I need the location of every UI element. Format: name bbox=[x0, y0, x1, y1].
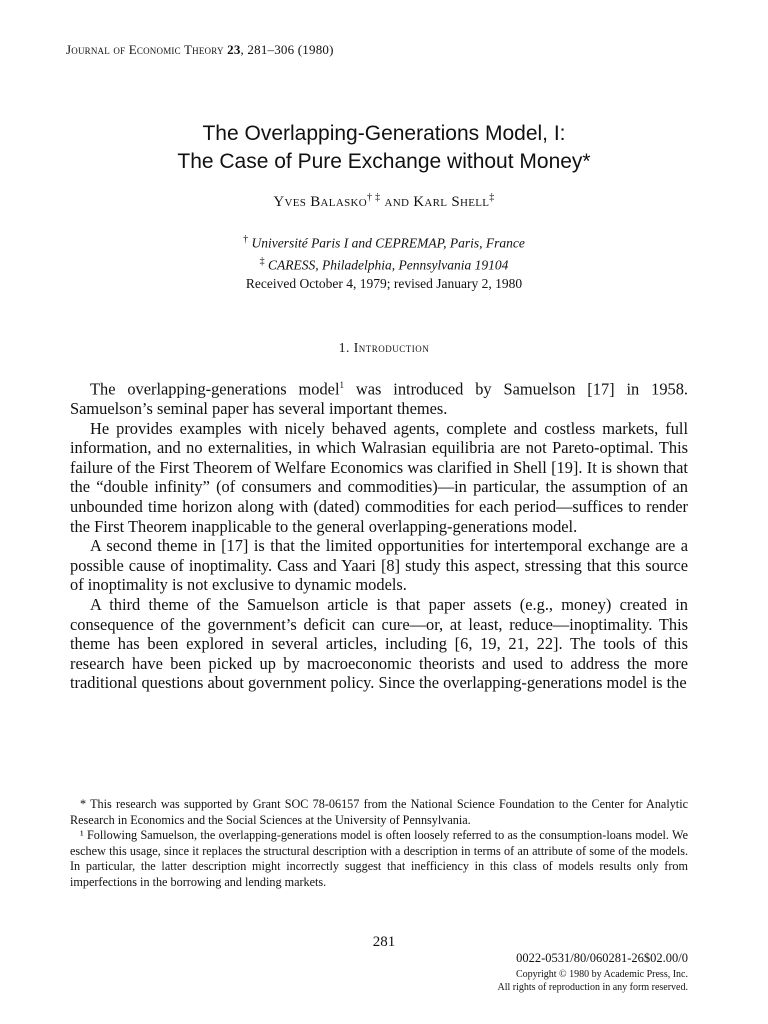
footnotes bbox=[70, 797, 688, 891]
affiliation-1: † Université Paris I and CEPREMAP, Paris, France bbox=[243, 234, 525, 251]
journal-volume: 23 bbox=[227, 42, 241, 57]
footnote-star: * This research was supported by Grant SOC 78-06157 from the National Science Foundation to the Center for Analytic Research in Economics and the Social Sciences at the University of Pennsylvania. bbox=[70, 797, 688, 827]
journal-header bbox=[66, 42, 334, 58]
body-text bbox=[70, 376, 688, 693]
paragraph-1: The overlapping-generations model$^1$ was introduced by Samuelson [17] in 1958. Samuelson’s seminal paper has several important themes. bbox=[70, 379, 688, 419]
authors bbox=[0, 192, 768, 211]
title-line-2: The Case of Pure Exchange without Money* bbox=[177, 150, 591, 173]
author-2: Karl Shell bbox=[413, 194, 490, 210]
author-2-marks: ‡ bbox=[489, 192, 495, 203]
author-1: Yves Balasko bbox=[273, 194, 367, 210]
author-conjunction: and bbox=[384, 194, 410, 210]
footnote-1: ¹ Following Samuelson, the overlapping-generations model is often loosely referred to as the consumption-loans model. We eschew this usage, since it replaces the structural description with a description in terms of an attribute of some of the models. In particular, the latter description might incorrectly suggest that inefficiency in this class of models results only from imperfections in the borrowing and lending markets. bbox=[70, 828, 688, 889]
paragraph-3: A second theme in [17] is that the limited opportunities for intertemporal exchange are a possible cause of inoptimality. Cass and Yaari [8] study this aspect, stressing that this source of inoptimality is not exclusive to dynamic models. bbox=[70, 536, 688, 595]
copyright-line: Copyright © 1980 by Academic Press, Inc. bbox=[515, 969, 688, 980]
affiliation-2: ‡ CARESS, Philadelphia, Pennsylvania 19104 bbox=[259, 255, 509, 272]
journal-pages-year: , 281–306 (1980) bbox=[240, 42, 334, 57]
received-dates: Received October 4, 1979; revised January 2, 1980 bbox=[245, 276, 523, 291]
publication-code: 0022-0531/80/060281-26$02.00/0 bbox=[516, 951, 688, 965]
title-line-1: The Overlapping-Generations Model, I: bbox=[202, 122, 566, 145]
article-title bbox=[0, 120, 768, 176]
author-1-marks: † ‡ bbox=[366, 192, 381, 203]
affiliation-2-mark: ‡ bbox=[259, 255, 265, 267]
affiliation-1-mark: † bbox=[243, 234, 249, 245]
affiliations bbox=[0, 231, 768, 274]
section-heading: 1. Introduction bbox=[338, 340, 430, 355]
paragraph-4: A third theme of the Samuelson article is that paper assets (e.g., money) created in consequence of the government’s deficit can cure—or, at least, reduce—inoptimality. This theme has been explored in several articles, including [6, 19, 21, 22]. The tools of this research have been picked up by macroeconomic theorists and used to address the more traditional questions about government policy. Since the overlapping-generations model is the bbox=[70, 595, 688, 693]
copyright-notice bbox=[497, 968, 688, 994]
journal-name: Journal of Economic Theory bbox=[66, 42, 224, 57]
paragraph-2: He provides examples with nicely behaved agents, complete and costless markets, full information, and no externalities, in which Walrasian equilibria are not Pareto-optimal. This failure of the First Theorem of Welfare Economics was clarified in Shell [19]. It is shown that the “double infinity” (of consumers and commodities)—in particular, the assumption of an unbounded time horizon along with (dated) commodities for each period—suffices to render the First Theorem inapplicable to the general overlapping-generations model. bbox=[70, 418, 688, 536]
footnote-ref-1: 1 bbox=[339, 380, 345, 390]
page-number: 281 bbox=[372, 934, 396, 950]
rights-line: All rights of reproduction in any form reserved. bbox=[497, 982, 688, 993]
